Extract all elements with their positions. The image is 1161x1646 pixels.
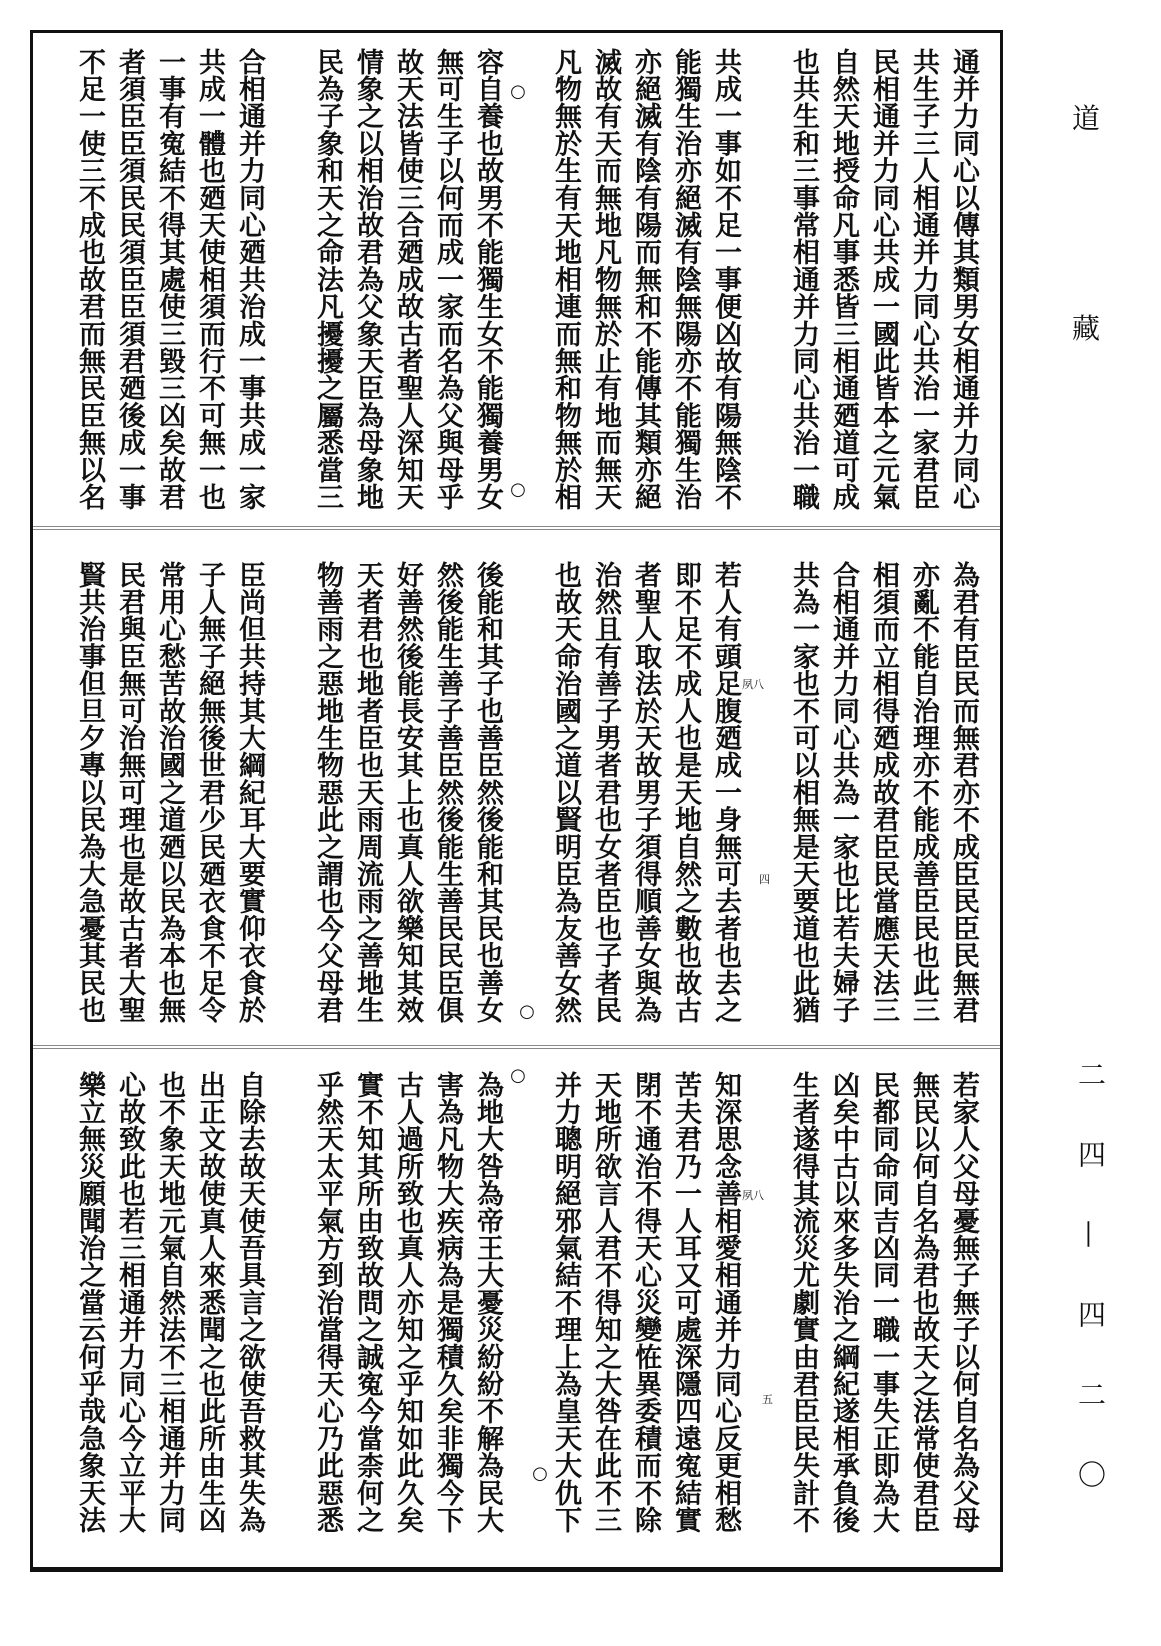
text-column: 樂立無災願聞治之當云何乎哉急象天法 bbox=[74, 1071, 105, 1534]
text-column: 亦絕滅有陰有陽而無和不能傳其類亦絕 bbox=[630, 48, 661, 511]
text-column: 若人有頭足腹廼成一身無可去者也去之 bbox=[710, 561, 741, 1024]
text-column: 不足一使三不成也故君而無民臣無以名 bbox=[74, 48, 105, 511]
text-column: 然後能生善子善臣然後能生善民民臣俱 bbox=[432, 561, 463, 1024]
text-column: 苦夫君乃一人耳又可處深隱四遠寃結實 bbox=[670, 1071, 701, 1534]
register-divider-upper bbox=[33, 526, 1000, 530]
text-column: 物善雨之惡地生物惡此之謂也今父母君 bbox=[312, 561, 343, 1024]
text-column: 自除去故天使吾具言之欲使吾救其失為 bbox=[234, 1071, 265, 1534]
text-column: 實不知其所由致故問之誠寃今當柰何之 bbox=[352, 1071, 383, 1534]
text-column: 無民以何自名為君也故天之法常使君臣 bbox=[908, 1071, 939, 1534]
paragraph-circle-mark: ○ bbox=[510, 81, 526, 102]
text-column: 好善然後能長安其上也真人欲樂知其效 bbox=[392, 561, 423, 1024]
text-column: 乎然天太平氣方到治當得天心乃此惡悉 bbox=[312, 1071, 343, 1534]
text-column: 知深思念善相愛相通并力同心反更相愁 bbox=[710, 1071, 741, 1534]
text-column: 後能和其子也善臣然後能和其民也善女 bbox=[472, 561, 503, 1024]
text-column: 賢共治事但旦夕專以民為大急憂其民也 bbox=[74, 561, 105, 1024]
text-column: 凡物無於生有天地相連而無和物無於相 bbox=[550, 48, 581, 511]
text-column: 也不象天地元氣自然法不三相通并力同 bbox=[154, 1071, 185, 1534]
text-column: 子人無子絕無後世君少民廼衣食不足令 bbox=[194, 561, 225, 1024]
text-column: 治然且有善子男者君也女者臣也子者民 bbox=[590, 561, 621, 1024]
gutter-leaf-number: 四 bbox=[759, 873, 770, 886]
text-column: 常用心愁苦故治國之道廼以民為本也無 bbox=[154, 561, 185, 1024]
page-number: 二四—四二〇 bbox=[1074, 1060, 1107, 1540]
text-column: 天地所欲言人君不得知之大咎在此不三 bbox=[590, 1071, 621, 1534]
text-column: 古人過所致也真人亦知之乎知如此久矣 bbox=[392, 1071, 423, 1534]
text-column: 容自養也故男不能獨生女不能獨養男女 bbox=[472, 48, 503, 511]
text-column: 相須而立相得廼成故君臣民當應天法三 bbox=[868, 561, 899, 1024]
text-column: 無可生子以何而成一家而名為父與母乎 bbox=[432, 48, 463, 511]
text-column: 也共生和三事常相通并力同心共治一職 bbox=[788, 48, 819, 511]
text-column: 即不足不成人也是天地自然之數也故古 bbox=[670, 561, 701, 1024]
text-column: 一事有寃結不得其處使三毀三凶矣故君 bbox=[154, 48, 185, 511]
paragraph-circle-mark: ○ bbox=[519, 1001, 535, 1022]
text-column: 生者遂得其流災尤劇實由君臣民失計不 bbox=[788, 1071, 819, 1534]
text-column: 為地大咎為帝王大憂災紛紛不解為民大 bbox=[472, 1071, 503, 1534]
text-column: 共生子三人相通并力同心共治一家君臣 bbox=[908, 48, 939, 511]
text-column: 故天法皆使三合廼成故古者聖人深知天 bbox=[392, 48, 423, 511]
text-column: 害為凡物大疾病為是獨積久矣非獨今下 bbox=[432, 1071, 463, 1534]
text-column: 合相通并力同心共為一家也比若夫婦子 bbox=[828, 561, 859, 1024]
text-column: 者聖人取法於天故男子須得順善女與為 bbox=[630, 561, 661, 1024]
text-column: 共為一家也不可以相無是天要道也此猶 bbox=[788, 561, 819, 1024]
text-column: 者須臣臣須民民須臣臣須君廼後成一事 bbox=[114, 48, 145, 511]
text-column: 閉不通治不得天心災變恠異委積而不除 bbox=[630, 1071, 661, 1534]
text-column: 若家人父母憂無子無子以何自名為父母 bbox=[948, 1071, 979, 1534]
text-column: 合相通并力同心廼共治成一事共成一家 bbox=[234, 48, 265, 511]
register-top bbox=[69, 48, 983, 512]
text-column: 共成一事如不足一事便凶故有陽無陰不 bbox=[710, 48, 741, 511]
text-column: 能獨生治亦絕滅有陰無陽亦不能獨生治 bbox=[670, 48, 701, 511]
margin-title-bottom: 藏 bbox=[1071, 312, 1100, 345]
gutter-volume-mark: 夙八 bbox=[742, 1189, 764, 1202]
text-column: 心故致此也若三相通并力同心今立平大 bbox=[114, 1071, 145, 1534]
text-column: 凶矣中古以來多失治之綱紀遂相承負後 bbox=[828, 1071, 859, 1534]
register-middle bbox=[69, 561, 983, 1025]
paragraph-circle-mark: ○ bbox=[510, 479, 526, 500]
text-column: 滅故有天而無地凡物無於止有地而無天 bbox=[590, 48, 621, 511]
register-divider-lower bbox=[33, 1045, 1000, 1049]
register-bottom bbox=[69, 1071, 983, 1535]
text-column: 亦亂不能自治理亦不能成善臣民也此三 bbox=[908, 561, 939, 1024]
gutter-volume-mark: 夙八 bbox=[742, 678, 764, 691]
text-column: 民為子象和天之命法凡擾擾之屬悉當三 bbox=[312, 48, 343, 511]
paragraph-circle-mark: ○ bbox=[532, 1463, 548, 1484]
text-column: 也故天命治國之道以賢明臣為友善女然 bbox=[550, 561, 581, 1024]
text-column: 為君有臣民而無君亦不成臣民臣民無君 bbox=[948, 561, 979, 1024]
text-column: 民都同命同吉凶同一職一事失正即為大 bbox=[868, 1071, 899, 1534]
text-column: 自然天地授命凡事悉皆三相通廼道可成 bbox=[828, 48, 859, 511]
text-column: 共成一體也廼天使相須而行不可無一也 bbox=[194, 48, 225, 511]
text-column: 并力聰明絕邪氣結不理上為皇天大仇下 bbox=[550, 1071, 581, 1534]
text-column: 出正文故使真人來悉聞之也此所由生凶 bbox=[194, 1071, 225, 1534]
text-column: 民相通并力同心共成一國此皆本之元氣 bbox=[868, 48, 899, 511]
margin-title-top: 道 bbox=[1071, 102, 1100, 135]
text-column: 臣尚但共持其大綱紀耳大要實仰衣食於 bbox=[234, 561, 265, 1024]
text-column: 民君與臣無可治無可理也是故古者大聖 bbox=[114, 561, 145, 1024]
text-column: 天者君也地者臣也天雨周流雨之善地生 bbox=[352, 561, 383, 1024]
text-column: 情象之以相治故君為父象天臣為母象地 bbox=[352, 48, 383, 511]
text-column: 通并力同心以傳其類男女相通并力同心 bbox=[948, 48, 979, 511]
paragraph-circle-mark: ○ bbox=[510, 1065, 526, 1086]
gutter-leaf-number: 五 bbox=[762, 1393, 773, 1406]
